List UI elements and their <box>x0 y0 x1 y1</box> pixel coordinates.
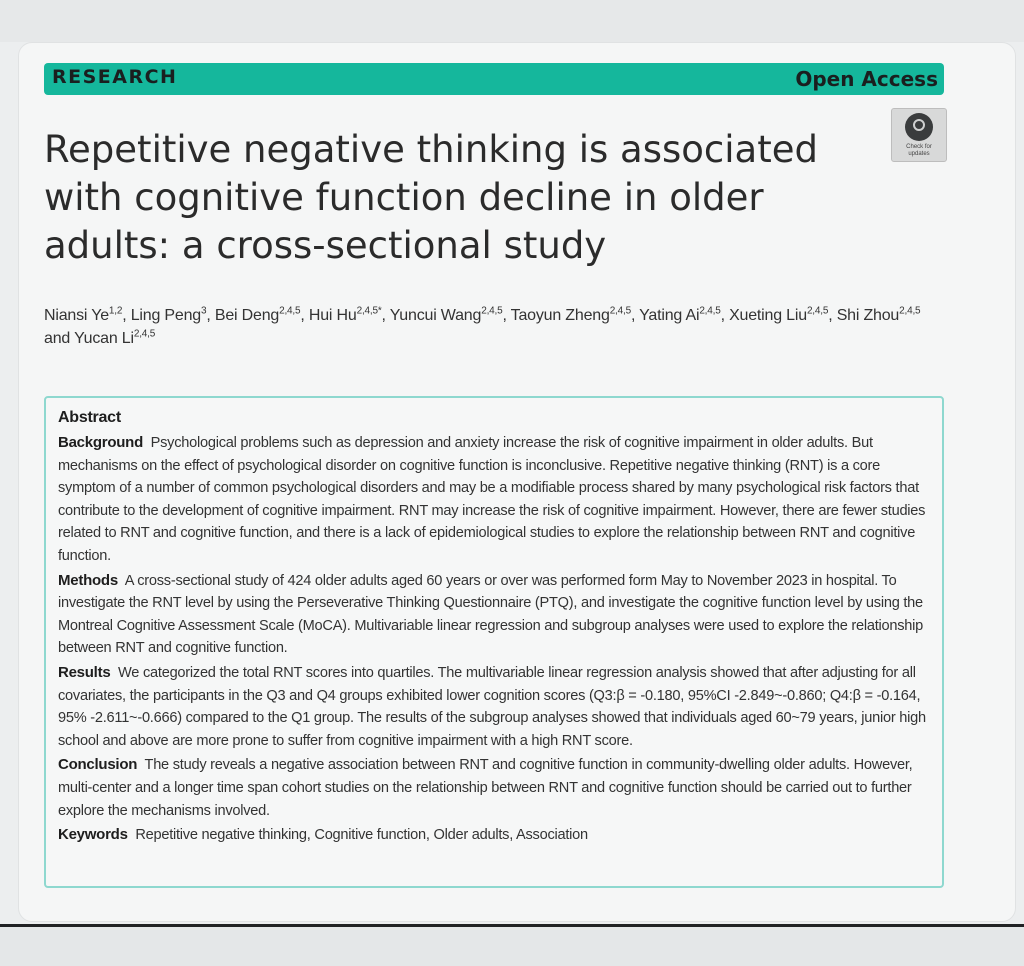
author-affiliation: 3 <box>201 305 207 317</box>
results-text: We categorized the total RNT scores into quartiles. The multivariable linear regression analysis showed that after adjusting for all covariates, the participants in the Q3 and Q4 groups exhibited lower cognition scores (Q3:β = -0.180, 95%CI -2.849~-0.860; Q4:β = -0.164, 95% -2.611~-0.666) compared to the Q1 group. The results of the subgroup analyses showed that individuals aged 60~79 years, junior high school and above are more prone to suffer from cognitive impairment with a high RNT score. <box>58 664 926 749</box>
background-text: Psychological problems such as depression and anxiety increase the risk of cognitive impairment in older adults. But mechanisms on the effect of psychological disorder on cognitive function is inconclusive. Repetitive negative thinking (RNT) is a core symptom of a number of common psychological disorders and may be a modifiable process shared by many psychological risk factors that contribute to the development of cognitive impairment. RNT may increase the risk of cognitive impairment. However, there are fewer studies related to RNT and cognitive function, and there is a lack of epidemiological studies to explore the relationship between RNT and cognitive function. <box>58 435 926 564</box>
author-name[interactable]: Ling Peng <box>130 307 201 324</box>
author-affiliation: 2,4,5 <box>899 305 921 317</box>
abstract-heading: Abstract <box>58 409 121 426</box>
author-affiliation: 2,4,5 <box>279 305 301 317</box>
author-name[interactable]: Yuncui Wang <box>389 307 482 324</box>
article-title: Repetitive negative thinking is associated with cognitive function decline in older adults: a cross-sectional study <box>44 128 818 267</box>
abstract-conclusion <box>58 754 930 822</box>
bottom-margin <box>0 927 1024 966</box>
author-name[interactable]: Niansi Ye <box>44 307 109 324</box>
abstract-box <box>44 396 944 888</box>
badge-text: Check for updates <box>906 144 932 157</box>
check-for-updates-badge[interactable] <box>891 108 947 162</box>
check-for-updates-icon <box>905 113 933 141</box>
author-list: Niansi Ye$^{1,2}$, Ling Peng$^3$, Bei Deng$^{2,4,5}$, Hui $Hu^{2,4,5*}$, Yuncui Wang$^{2,4,5}$, Taoyun Zheng$^{2,4,5}$, Yating Ai$^{2,4,5}$, Xueting Liu$^{2,4,5}$, Shi Zhou$^{2,4,5}$ and Yucan Li$^{2,4,5}$ <box>44 305 921 347</box>
author-name[interactable]: Shi Zhou <box>836 307 900 324</box>
abstract-keywords <box>58 824 930 847</box>
author-affiliation: 2,4,5 <box>481 305 503 317</box>
abstract-background <box>58 432 930 568</box>
author-name[interactable]: Xueting Liu <box>729 307 807 324</box>
abstract-methods <box>58 570 930 660</box>
results-label: Results <box>58 663 111 681</box>
conclusion-text: The study reveals a negative association between RNT and cognitive function in community-dwelling older adults. However, multi-center and a longer time span cohort studies on the relationship between RNT and cognitive function should be carried out to further explore the mechanisms involved. <box>58 757 913 819</box>
section-label: RESEARCH <box>52 66 178 88</box>
methods-text: A cross-sectional study of 424 older adults aged 60 years or over was performed form May to November 2023 in hospital. To investigate the RNT level by using the Perseverative Thinking Questionnaire (PTQ), and investigate the cognitive function level by using the Montreal Cognitive Assessment Scale (MoCA). Multivariable linear regression and subgroup analyses were used to explore the relationship between RNT and cognitive function. <box>58 572 924 657</box>
top-margin <box>0 0 1024 42</box>
author-affiliation: 2,4,5 <box>806 305 829 317</box>
open-access-label[interactable]: Open Access <box>795 67 938 91</box>
conclusion-label: Conclusion <box>58 756 138 774</box>
keywords-label: Keywords <box>58 826 128 844</box>
methods-label: Methods <box>58 571 118 589</box>
author-affiliation: 2,4,5 <box>609 305 631 317</box>
author-affiliation: 2,4,5* <box>356 305 382 317</box>
author-name[interactable]: Bei Deng <box>214 307 280 324</box>
article-type-banner <box>44 63 944 95</box>
background-label: Background <box>58 434 144 451</box>
author-name[interactable]: Yucan Li <box>74 330 134 347</box>
author-affiliation: 2,4,5 <box>133 328 156 340</box>
author-affiliation: 1,2 <box>108 305 123 317</box>
author-name[interactable]: Hui Hu <box>308 307 357 324</box>
author-name[interactable]: Yating Ai <box>639 307 700 324</box>
author-name[interactable]: Taoyun Zheng <box>510 307 610 324</box>
keywords-text: Repetitive negative thinking, Cognitive function, Older adults, Association <box>135 827 588 844</box>
author-affiliation: 2,4,5 <box>699 305 721 317</box>
abstract-results <box>58 662 930 752</box>
